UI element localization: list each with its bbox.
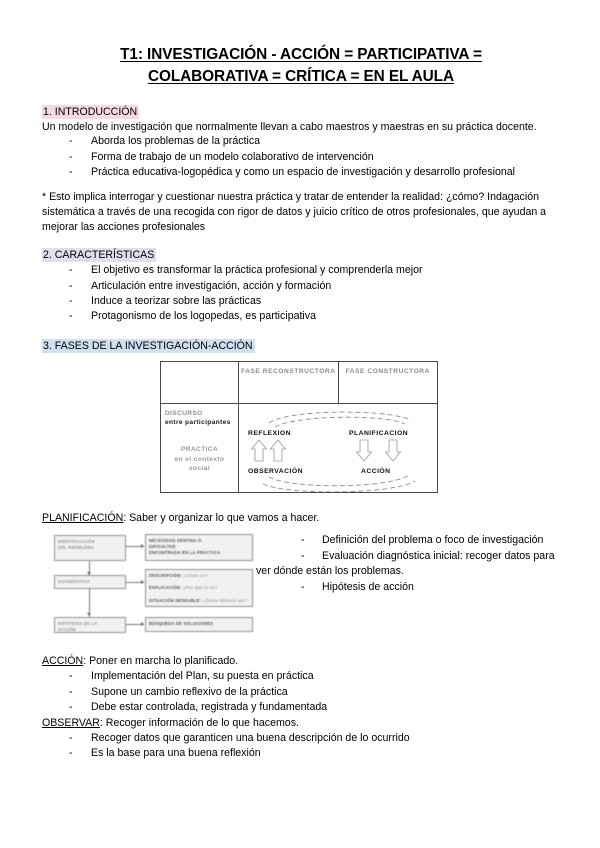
- list-item: - Debe estar controlada, registrada y fundamentada: [66, 700, 560, 715]
- arrow-up-1: [252, 440, 267, 461]
- list-item: - Es la base para una buena reflexión: [66, 746, 560, 761]
- list-item: - Evaluación diagnóstica inicial: recoger datos para: [298, 549, 600, 564]
- flow-box-hipotesis-line1: HIPÓTESIS DE LA: [58, 620, 98, 626]
- section-heading-introduccion-text: 1. INTRODUCCIÓN: [43, 105, 138, 118]
- section-heading-fases-text: 3. FASES DE LA INVESTIGACIÓN-ACCIÓN: [43, 339, 253, 352]
- flow-box-diagnostico: [54, 575, 126, 589]
- diagram-corner-cell: [161, 362, 239, 403]
- top-arc-inner: [275, 417, 405, 427]
- node-observacion: OBSERVACIÓN: [248, 467, 303, 475]
- practica-sublabel-2: social: [188, 465, 211, 473]
- flow-box-hipotesis-line2: ACCIÓN: [58, 627, 76, 633]
- flow-sit-label: SITUACIÓN DESEABLE:: [149, 597, 202, 603]
- page-title-line1: T1: INVESTIGACIÓN - ACCIÓN = PARTICIPATIVA =: [120, 46, 482, 63]
- list-item: - Aborda los problemas de la práctica: [66, 134, 560, 149]
- subheading-accion-label: ACCIÓN: [42, 655, 84, 668]
- bottom-arc-outer: [263, 481, 415, 492]
- diagram-planning-flowchart: [44, 531, 256, 635]
- subheading-observar-text: : Recoger información de lo que hacemos.: [99, 716, 299, 729]
- list-item: - Induce a teorizar sobre las prácticas: [66, 294, 560, 309]
- subheading-accion-text: : Poner en marcha lo planificado.: [83, 655, 239, 668]
- list-item: - Implementación del Plan, su puesta en práctica: [66, 669, 560, 684]
- list-item: - El objetivo es transformar la práctica profesional y comprenderla mejor: [66, 263, 560, 278]
- spacer: [42, 325, 560, 340]
- flow-box-necesidad-line1: NECESIDAD SENTIDA O: [149, 537, 202, 543]
- list-item: - Articulación entre investigación, acción y formación: [66, 279, 560, 294]
- node-planificacion: PLANIFICACION: [349, 429, 409, 437]
- flow-expl-question: ¿Por qué lo es?: [182, 585, 218, 591]
- flow-arrow-hipo-to-busq: [141, 622, 144, 626]
- flow-desc-question: ¿Cómo es?: [183, 572, 209, 578]
- diagram-flow-zone: [42, 531, 560, 639]
- section-heading-introduccion: [42, 106, 560, 120]
- subheading-planificacion: [42, 511, 560, 526]
- accion-bullet-list: [42, 669, 560, 715]
- list-item: - Supone un cambio reflexivo de la práctica: [66, 685, 560, 700]
- flow-box-identificacion-line1: IDENTIFICACIÓN: [58, 538, 95, 544]
- diagram-col-header-constructora: [339, 362, 438, 403]
- flow-box-necesidad-line2: DIFICULTAD: [149, 544, 176, 550]
- flow-arrow-ident-to-diag: [87, 572, 91, 575]
- practica-sublabel-1: en el contexto: [174, 455, 225, 463]
- diagram-action-research-cycle: [160, 361, 438, 493]
- page-title: [46, 44, 556, 88]
- spacer: [42, 639, 560, 654]
- section-heading-caracteristicas: [42, 249, 560, 263]
- flow-box-diagnostico-label: DIAGNÓSTICO: [58, 579, 90, 585]
- cycle-arrows-svg: [239, 405, 437, 492]
- planificacion-side-text: [256, 533, 600, 594]
- diagram-header-row: [161, 362, 437, 404]
- spacer: [42, 493, 560, 511]
- diagram-cycle-graphics: [239, 405, 437, 492]
- page-title-line2: COLABORATIVA = CRÍTICA = EN EL AULA: [147, 67, 455, 85]
- flow-box-descripcion: [145, 569, 253, 607]
- fase-constructora-label: FASE CONSTRUCTORA: [345, 367, 430, 375]
- discurso-sublabel: entre participantes: [165, 419, 231, 427]
- flow-box-hipotesis: [54, 617, 126, 633]
- list-item: - Forma de trabajo de un modelo colaborativo de intervención: [66, 150, 560, 165]
- spacer: [42, 234, 560, 249]
- caracteristicas-bullet-list: [42, 263, 560, 325]
- arrow-down-2: [386, 440, 401, 461]
- subheading-observar: [42, 716, 560, 731]
- flow-arrow-diag-to-hipo: [87, 613, 91, 616]
- fase-reconstructora-label: FASE RECONSTRUCTORA: [240, 367, 336, 375]
- subheading-observar-label: OBSERVAR: [42, 716, 100, 729]
- spacer: [42, 180, 560, 190]
- introduccion-paragraph: Un modelo de investigación que normalmente llevan a cabo maestros y maestras en su práctica docente.: [42, 120, 537, 133]
- flow-expl-label: EXPLICACIÓN:: [149, 585, 182, 591]
- list-item: - Recoger datos que garanticen una buena descripción de lo ocurrido: [66, 731, 560, 746]
- subheading-accion: [42, 654, 560, 669]
- diagram-col-header-reconstructora: [239, 362, 339, 403]
- list-item: - Protagonismo de los logopedas, es participativa: [66, 309, 560, 324]
- flow-box-necesidad-line3: ENCONTRADA EN LA PRÁCTICA: [149, 550, 221, 556]
- node-reflexion: REFLEXION: [248, 429, 291, 437]
- introduccion-note: * Esto implica interrogar y cuestionar nuestra práctica y tratar de entender la realidad: ¿cómo? Indagación sistemática a través de una recogida con rigor de datos y juicio crítico de otros profesionales, que ayudan a mejorar las acciones profesionales: [42, 191, 547, 233]
- arrow-down-1: [357, 440, 372, 461]
- planificacion-bullet-continuation: ver dónde están los problemas.: [256, 565, 404, 578]
- flow-sit-question: ¿Cómo debería ser?: [202, 597, 248, 603]
- flow-arrow-ident-to-neces: [141, 544, 144, 548]
- planificacion-bullet-list: [256, 533, 600, 564]
- list-item: - Práctica educativa-logopédica y como un espacio de investigación y desarrollo profesional: [66, 165, 560, 180]
- section-heading-caracteristicas-text: 2. CARACTERÍSTICAS: [43, 249, 155, 262]
- list-item: - Definición del problema o foco de investigación: [298, 533, 600, 548]
- flow-box-identificacion-line2: DEL PROBLEMA: [58, 545, 94, 551]
- diagram-cycle-wrapper: [160, 361, 438, 493]
- flow-box-busqueda-label: BÚSQUEDA DE SOLUCIONES: [149, 621, 214, 627]
- arrow-up-2: [271, 440, 286, 461]
- discurso-label: DISCURSO: [165, 409, 203, 417]
- bottom-arc-inner: [269, 475, 409, 486]
- list-item: - Hipótesis de acción: [298, 580, 600, 595]
- flow-arrow-diag-to-desc: [141, 580, 144, 584]
- flow-desc-label: DESCRIPCIÓN:: [149, 572, 183, 578]
- subheading-planificacion-label: PLANIFICACIÓN: [42, 511, 124, 524]
- practica-label: PRACTICA: [180, 445, 219, 453]
- flow-box-busqueda: [145, 617, 253, 632]
- node-accion: ACCIÓN: [361, 467, 391, 475]
- diagram-row-labels-cell: [161, 404, 239, 492]
- introduccion-bullet-list: [42, 134, 560, 180]
- observar-bullet-list: [42, 731, 560, 762]
- planificacion-bullet-list-2: [256, 580, 600, 595]
- spacer: [42, 88, 560, 106]
- subheading-planificacion-text: : Saber y organizar lo que vamos a hacer.: [123, 511, 320, 524]
- flow-box-necesidad: [145, 534, 253, 561]
- flow-box-identificacion: [54, 535, 126, 561]
- section-heading-fases: [42, 340, 560, 354]
